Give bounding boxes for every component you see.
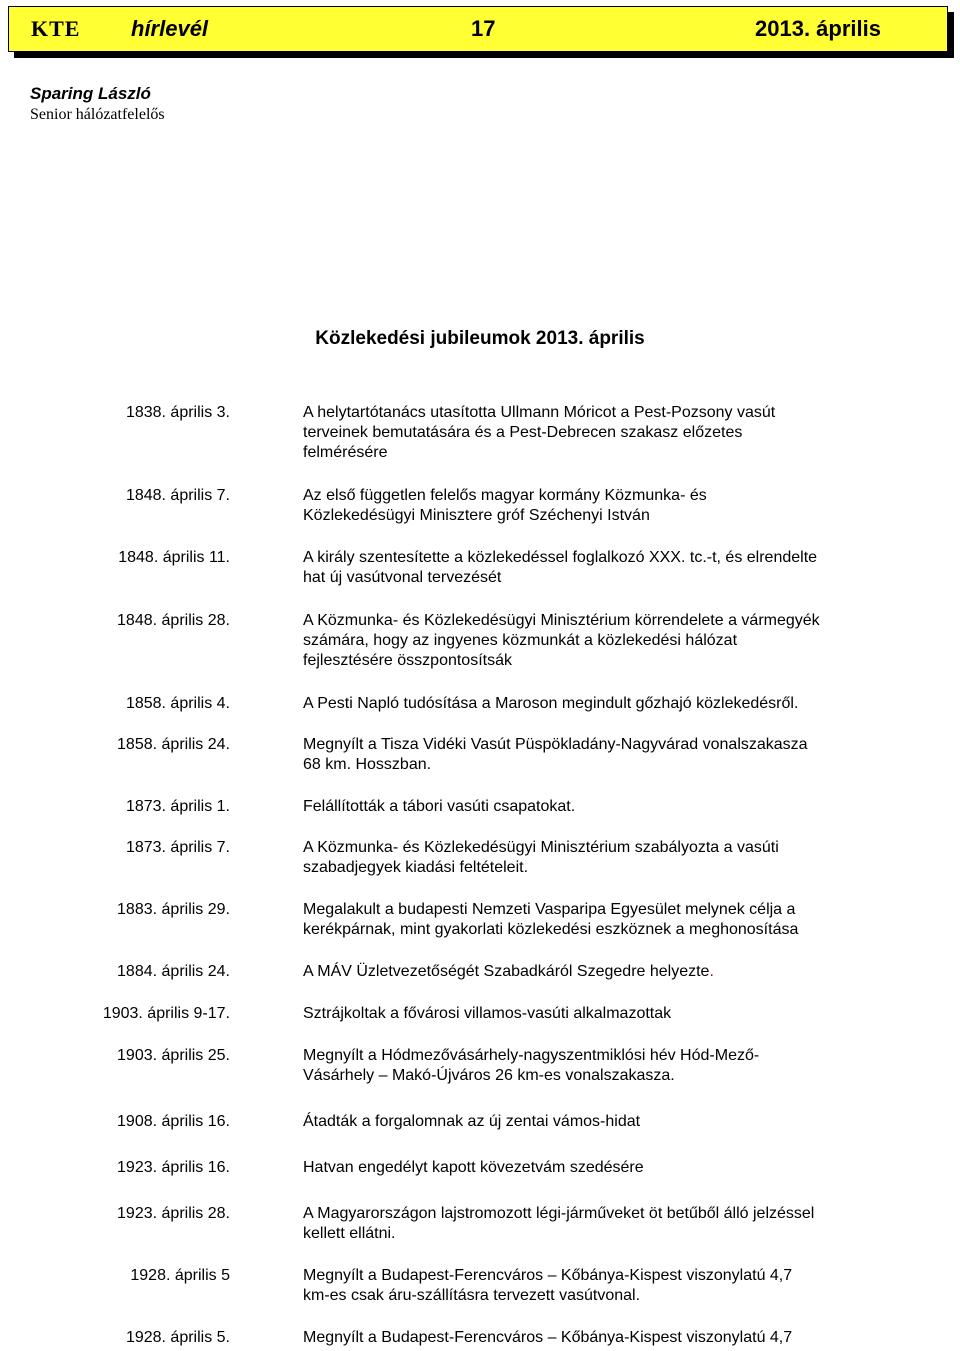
author-name: Sparing László	[30, 84, 151, 103]
entry-description	[303, 1112, 893, 1132]
issue-number: 17	[471, 16, 496, 41]
entry-description	[303, 548, 893, 588]
entry-line: Sztrájkoltak a fővárosi villamos-vasúti alkalmazottak	[303, 1005, 672, 1022]
kte-logo: KTE	[31, 16, 81, 41]
entry-date: 1923. április 16.	[117, 1159, 230, 1176]
entry-line: A helytartótanács utasította Ullmann Móricot a Pest-Pozsony vasút	[303, 404, 776, 421]
entry-line: Az első független felelős magyar kormány Közmunka- és	[303, 487, 707, 504]
author-block	[30, 84, 165, 124]
entry-date: 1858. április 4.	[125, 695, 230, 712]
entry-line: A Magyarországon lajstromozott légi-járműveket öt betűből álló jelzéssel	[303, 1205, 815, 1222]
entry-line: számára, hogy az ingyenes közmunkát a közlekedési hálózat	[303, 632, 738, 649]
entry-line: Megnyílt a Budapest-Ferencváros – Kőbánya-Kispest viszonylatú 4,7	[303, 1329, 793, 1346]
entry-line: Közlekedésügyi Minisztere gróf Széchenyi István	[303, 507, 650, 524]
entry-description	[303, 403, 893, 463]
entry-line: A MÁV Üzletvezetőségét Szabadkáról Szegedre helyezte.	[303, 963, 714, 980]
entry-line: terveinek bemutatására és a Pest-Debrecen szakasz előzetes	[303, 424, 743, 441]
entry-line: Megalakult a budapesti Nemzeti Vasparipa Egyesület melynek célja a	[303, 901, 796, 918]
page-title: Közlekedési jubileumok 2013. április	[315, 328, 645, 349]
entry-suffix: .	[709, 963, 714, 980]
entry-date: 1903. április 25.	[117, 1047, 230, 1064]
entry-date: 1858. április 24.	[117, 736, 230, 753]
entry-line: km-es csak áru-szállításra tervezett vasútvonal.	[303, 1287, 641, 1304]
entry-line: A király szentesítette a közlekedéssel foglalkozó XXX. tc.-t, és elrendelte	[303, 549, 818, 566]
entry-description	[303, 611, 893, 671]
entry-description	[303, 1204, 893, 1244]
entry-line: A Közmunka- és Közlekedésügyi Minisztérium körrendelete a vármegyék	[303, 612, 820, 629]
entry-line: hat új vasútvonal tervezését	[303, 569, 502, 586]
newsletter-banner	[8, 6, 948, 52]
entry-line: A Pesti Napló tudósítása a Maroson megindult gőzhajó közlekedésről.	[303, 695, 799, 712]
entry-line: Megnyílt a Tisza Vidéki Vasút Püspökladány-Nagyvárad vonalszakasza	[303, 736, 808, 753]
entry-date: 1928. április 5	[130, 1267, 230, 1284]
entry-description	[303, 486, 893, 526]
entry-description	[303, 962, 893, 982]
entry-description	[303, 797, 893, 817]
entry-date: 1873. április 7.	[125, 839, 230, 856]
entry-line: Átadták a forgalomnak az új zentai vámos-hidat	[303, 1113, 641, 1130]
entry-description	[303, 838, 893, 878]
entry-date: 1903. április 9-17.	[102, 1005, 230, 1022]
entry-line: Felállították a tábori vasúti csapatokat.	[303, 798, 576, 815]
entry-line: Vásárhely – Makó-Újváros 26 km-es vonalszakasza.	[303, 1067, 675, 1084]
entry-line: fejlesztésére összpontosítsák	[303, 652, 512, 669]
entry-description	[303, 735, 893, 775]
author-role: Senior hálózatfelelős	[30, 106, 165, 123]
entry-date: 1884. április 24.	[117, 963, 230, 980]
entry-line: A Közmunka- és Közlekedésügyi Minisztérium szabályozta a vasúti	[303, 839, 779, 856]
entry-description	[303, 1046, 893, 1086]
entry-date: 1883. április 29.	[117, 901, 230, 918]
entry-date: 1848. április 11.	[118, 549, 230, 566]
entry-date: 1873. április 1.	[125, 798, 230, 815]
entry-date: 1848. április 7.	[125, 487, 230, 504]
entry-line: Hatvan engedélyt kapott kövezetvám szedésére	[303, 1159, 644, 1176]
entry-line: kerékpárnak, mint gyakorlati közlekedési eszköznek a meghonosítása	[303, 921, 799, 938]
entry-description	[303, 1004, 893, 1024]
entry-line: felmérésére	[303, 444, 388, 461]
entry-description	[303, 694, 893, 714]
entry-line: Megnyílt a Budapest-Ferencváros – Kőbánya-Kispest viszonylatú 4,7	[303, 1267, 793, 1284]
issue-month: 2013. április	[755, 16, 881, 41]
entry-date: 1908. április 16.	[117, 1113, 230, 1130]
entry-description	[303, 1266, 893, 1306]
logo-subtitle: hírlevél	[131, 16, 209, 41]
entry-description	[303, 1158, 893, 1178]
entry-date: 1928. április 5.	[125, 1329, 230, 1346]
entry-description	[303, 900, 893, 940]
entry-line: 68 km. Hosszban.	[303, 756, 432, 773]
entry-description	[303, 1328, 893, 1348]
entry-line: Megnyílt a Hódmezővásárhely-nagyszentmiklósi hév Hód-Mező-	[303, 1047, 760, 1064]
entry-line: szabadjegyek kiadási feltételeit.	[303, 859, 529, 876]
entry-date: 1838. április 3.	[125, 404, 230, 421]
entry-date: 1923. április 28.	[117, 1205, 230, 1222]
entry-date: 1848. április 28.	[117, 612, 230, 629]
entry-line: kellett ellátni.	[303, 1225, 396, 1242]
